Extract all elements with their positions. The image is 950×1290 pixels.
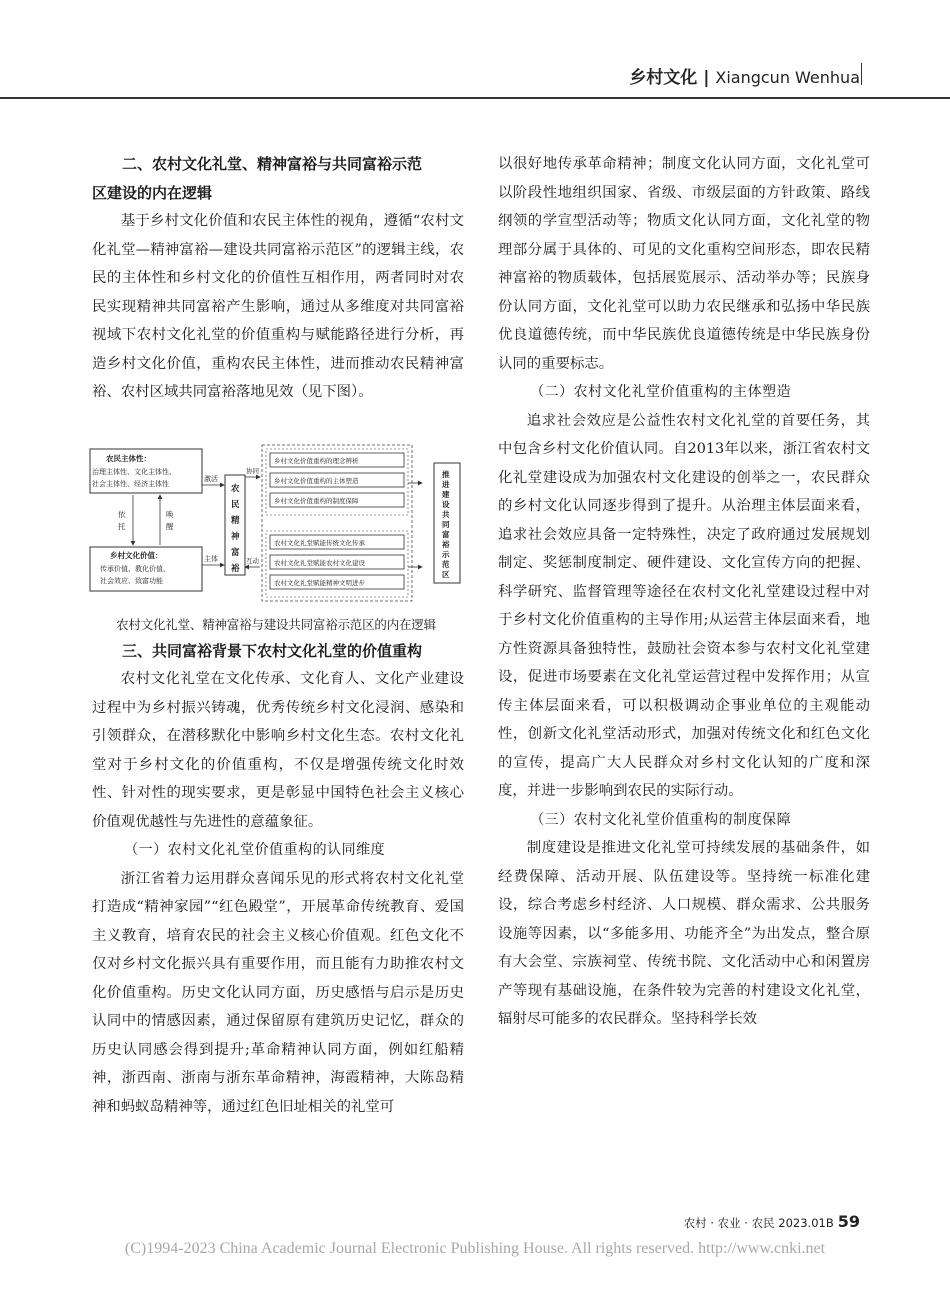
target-box-char: 区 [442, 570, 450, 579]
logic-figure [88, 443, 464, 633]
label-huanxing-2: 醒 [166, 522, 174, 531]
sub3-paragraph: 制度建设是推进文化礼堂可持续发展的基础条件，如经费保障、活动开展、队伍建设等。坚持统一标准化建设，综合考虑乡村经济、人口规模、群众需求、公共服务设施等因素，以“多能多用、功能齐全”为出发点，整合原有大会堂、宗族祠堂、传统书院、文化活动中心和闲置房产等现有基础设施，在条件较为完善的村建设文化礼堂，辐射尽可能多的农民群众。坚持科学长效 [498, 840, 870, 1027]
target-box-char: 富 [442, 530, 450, 539]
lower-items [270, 535, 404, 589]
label-huanxing-1: 唤 [166, 510, 174, 519]
target-box-char: 推 [442, 470, 450, 479]
label-yituo-2: 托 [118, 522, 126, 531]
header-rule [0, 97, 950, 99]
upper-items [270, 453, 404, 507]
journal-name: 农村 · 农业 · 农民 2023.01B [683, 1216, 834, 1230]
farmer-subject-line2: 社会主体性、经济主体性 [92, 480, 169, 488]
target-box-char: 裕 [442, 540, 450, 549]
copyright-watermark: (C)1994-2023 China Academic Journal Electronic Publishing House. All rights reserved. http://www.cnki.net [124, 1240, 826, 1257]
section2-heading-line2: 区建设的内在逻辑 [92, 183, 213, 202]
target-box-char: 设 [442, 500, 450, 509]
farmer-subject-line1: 治理主体性、文化主体性、 [92, 468, 176, 476]
rural-value-title: 乡村文化价值： [110, 551, 163, 560]
section3-heading: 三、共同富裕背景下农村文化礼堂的价值重构 [122, 641, 423, 660]
sub2-paragraph [498, 407, 870, 806]
target-box-text [441, 469, 450, 579]
running-title [629, 63, 860, 88]
rural-value-line1: 传承价值、教化价值、 [100, 565, 170, 573]
label-zhuti: 主体 [204, 555, 218, 563]
rural-value-line2: 社会效应、致富功能 [100, 577, 163, 585]
sub3-heading: （三）农村文化礼堂价值重构的制度保障 [530, 811, 792, 828]
left-column [92, 150, 464, 1121]
right-continued-paragraph: 以很好地传承革命精神；制度文化认同方面，文化礼堂可以阶段性地组织国家、省级、市级层面的方针政策、路线纲领的学宣型活动等；物质文化认同方面，文化礼堂的物理部分属于具体的、可见的文化重构空间形态，即农民精神富裕的物质载体，包括展览展示、活动举办等；民族身份认同方面，文化礼堂可以助力农民继承和弘扬中华民族优良道德传统，而中华民族优良道德传统是中华民族身份认同的重要标志。 [498, 156, 870, 372]
logic-diagram [88, 443, 464, 605]
center-box-text [230, 483, 240, 574]
upper-item-label: 乡村文化价值重构的主体塑造 [274, 477, 359, 485]
target-box-char: 共 [442, 510, 450, 519]
section2-paragraph: 基于乡村文化价值和农民主体性的视角，遵循“农村文化礼堂—精神富裕—建设共同富裕示范区”的逻辑主线，农民的主体性和乡村文化的价值性互相作用，两者同时对农民实现精神共同富裕产生影响，通过从多维度对共同富裕视域下农村文化礼堂的价值重构与赋能路径进行分析，再造乡村文化价值，重构农民主体性，进而推动农民精神富裕、农村区域共同富裕落地见效（见下图）。 [92, 213, 464, 400]
label-xietong: 协同 [246, 467, 259, 475]
label-jihuo: 激活 [204, 475, 218, 483]
target-box-char: 同 [442, 520, 450, 529]
upper-item-label: 乡村文化价值重构的制度保障 [274, 497, 359, 505]
title-separator: | [703, 68, 710, 88]
dashed-container [262, 445, 412, 601]
center-box-char: 农 [231, 484, 240, 494]
lower-item-label: 农村文化礼堂赋能农村文化建设 [274, 559, 365, 567]
lower-item-label: 农村文化礼堂赋能传统文化传承 [274, 539, 365, 547]
header-end-bar [861, 63, 862, 85]
right-column [498, 150, 870, 1034]
page-footer [684, 1212, 860, 1231]
center-box-char: 裕 [231, 564, 240, 574]
target-box-char: 范 [442, 560, 450, 569]
target-box-char: 进 [442, 480, 450, 489]
sub2-heading: （二）农村文化礼堂价值重构的主体塑造 [530, 384, 792, 400]
label-yituo-1: 依 [118, 510, 126, 519]
center-box-char: 富 [231, 548, 240, 558]
target-box-char: 示 [442, 550, 450, 559]
figure-caption: 农村文化礼堂、精神富裕与建设共同富裕示范区的内在逻辑 [116, 617, 436, 632]
sub1-paragraph: 浙江省着力运用群众喜闻乐见的形式将农村文化礼堂打造成“精神家园”“红色殿堂”，开展革命传统教育、爱国主义教育，培育农民的社会主义核心价值观。红色文化不仅对乡村文化振兴具有重要作用，而且能有力助推农村文化价值重构。历史文化认同方面，历史感悟与启示是历史认同中的情感因素，通过保留原有建筑历史记忆，群众的历史认同感会得到提升;革命精神认同方面，例如红船精神，浙西南、浙南与浙东革命精神，海霞精神，大陈岛精神和蚂蚁岛精神等，通过红色旧址相关的礼堂可 [92, 870, 464, 1115]
center-box-char: 民 [231, 500, 240, 510]
label-hudong: 互动 [246, 557, 259, 565]
running-title-en: Xiangcun Wenhua [715, 68, 860, 87]
upper-item-label: 乡村文化价值重构的理念辨析 [274, 457, 359, 465]
farmer-subject-title: 农民主体性： [106, 454, 151, 463]
section3-paragraph: 农村文化礼堂在文化传承、文化育人、文化产业建设过程中为乡村振兴铸魂，优秀传统乡村文化浸润、感染和引领群众，在潜移默化中影响乡村文化生态。农村文化礼堂对于乡村文化的价值重构，不仅是增强传统文化时效性、针对性的现实要求，更是彰显中国特色社会主义核心价值观优越性与先进性的意蕴象征。 [92, 671, 464, 830]
page-header [0, 55, 950, 97]
section2-heading-line1: 二、农村文化礼堂、精神富裕与共同富裕示范 [122, 155, 423, 173]
center-box-char: 精 [231, 516, 240, 526]
target-box-char: 建 [442, 490, 450, 499]
sub2-paragraph-text: 追求社会效应是公益性农村文化礼堂的首要任务，其中包含乡村文化价值认同。自2013年以来，浙江省农村文化礼堂建设成为加强农村文化建设的创举之一，农民群众的乡村文化认同逐步得到了提升。从治理主体层面来看，追求社会效应具备一定特殊性，决定了政府通过发展规划制定、奖惩制度制定、硬件建设、文化宣传方向的把握、科学研究、监督管理等途径在农村文化礼堂建设过程中对于乡村文化价值重构的主导作用;从运营主体层面来看，地方性资源具备独特性，鼓励社会资本参与农村文化礼堂建设，促进市场要素在文化礼堂运营过程中发挥作用；从宣传主体层面来看，可以积极调动企事业单位的主观能动性，创新文化礼堂活动形式，加强对传统文化和红色文化的宣传，提高广大人民群众对乡村文化认知的广度和深度，并进一步影响到农民的实际行动。 [498, 412, 870, 799]
sub1-heading: （一）农村文化礼堂价值重构的认同维度 [124, 842, 386, 858]
lower-item-label: 农村文化礼堂赋能精神文明进步 [274, 579, 365, 587]
page-number: 59 [837, 1212, 860, 1231]
center-box-char: 神 [231, 532, 240, 542]
running-title-cn: 乡村文化 [629, 68, 698, 88]
